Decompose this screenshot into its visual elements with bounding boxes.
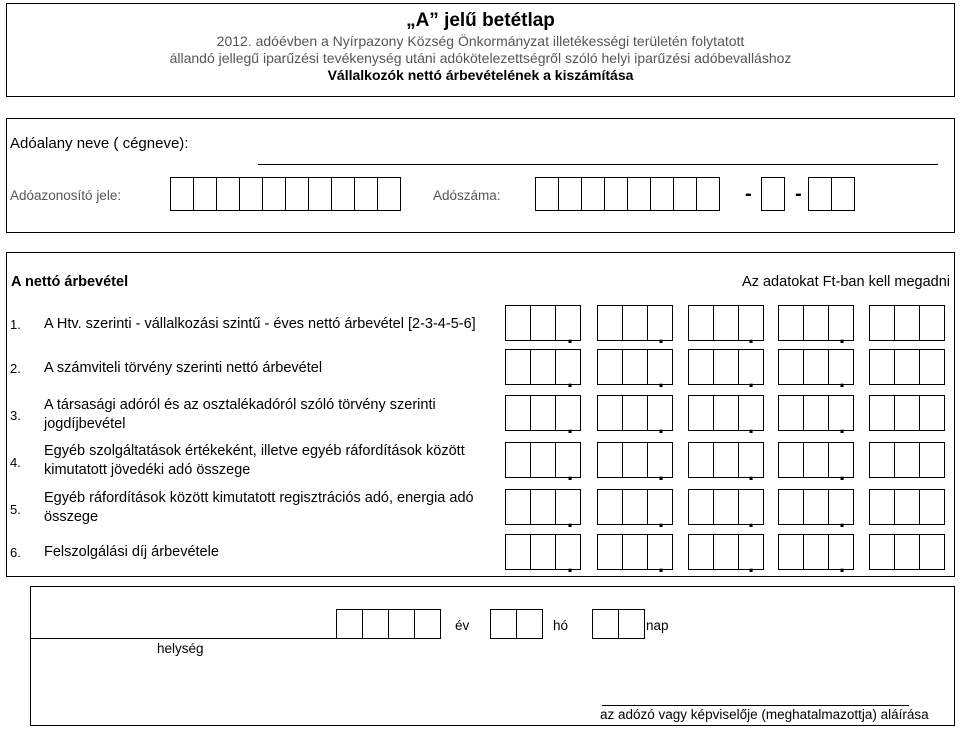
amount-digit-box[interactable] [803,305,829,341]
thousands-separator-dot: . [839,413,846,438]
amount-digit-box[interactable] [803,442,829,478]
amount-digit-box[interactable] [869,442,895,478]
tax-number-digit-box[interactable] [558,177,582,211]
amount-digit-box[interactable] [869,534,895,570]
tax-id-digit-box[interactable] [262,177,286,211]
amount-digit-box[interactable] [530,395,556,431]
signature-field[interactable] [602,705,909,706]
row-label: A számviteli törvény szerinti nettó árbevétel [44,360,323,376]
amount-digit-box[interactable] [713,442,739,478]
header-panel [6,3,955,97]
amount-digit-box[interactable] [505,395,531,431]
amount-digit-box[interactable] [803,349,829,385]
amount-digit-box[interactable] [622,534,648,570]
taxpayer-panel [6,118,955,233]
amount-digit-box[interactable] [778,489,804,525]
row-number: 5. [10,502,21,517]
amount-digit-box[interactable] [919,349,945,385]
row-label: A Htv. szerinti - vállalkozási szintű - éves nettó árbevétel [2-3-4-5-6] [44,316,476,332]
amount-digit-box[interactable] [778,305,804,341]
amount-digit-box[interactable] [597,534,623,570]
tax-number-dash-2: - [795,183,802,205]
thousands-separator-dot: . [748,323,755,348]
amount-digit-box[interactable] [713,489,739,525]
header-line-2: állandó jellegű iparűzési tevékenység utáni adókötelezettségről szóló helyi iparűzési adóbevalláshoz [169,50,792,66]
tax-id-digit-box[interactable] [193,177,217,211]
tax-number-digit-box[interactable] [673,177,697,211]
amount-digit-box[interactable] [869,489,895,525]
thousands-separator-dot: . [658,460,665,485]
thousands-separator-dot: . [567,552,574,577]
tax-id-digit-box[interactable] [308,177,332,211]
header-line-1: 2012. adóévben a Nyírpazony Község Önkormányzat illetékességi területén folytatott [216,33,745,49]
amount-digit-box[interactable] [778,395,804,431]
amount-digit-box[interactable] [894,349,920,385]
amount-digit-box[interactable] [803,534,829,570]
row-number: 4. [10,455,21,470]
year-digit-box[interactable] [336,609,363,639]
row-number: 3. [10,408,21,423]
amount-digit-box[interactable] [505,349,531,385]
thousands-separator-dot: . [839,323,846,348]
tax-id-digit-box[interactable] [354,177,378,211]
tax-number-digit-box[interactable] [831,177,855,211]
taxpayer-name-label: Adóalany neve ( cégneve): [10,135,189,152]
amount-digit-box[interactable] [688,305,714,341]
row-number: 1. [10,317,21,332]
thousands-separator-dot: . [748,460,755,485]
amount-digit-box[interactable] [688,395,714,431]
amount-digit-box[interactable] [803,489,829,525]
amount-digit-box[interactable] [622,349,648,385]
thousands-separator-dot: . [839,460,846,485]
month-label: hó [553,618,569,633]
amount-digit-box[interactable] [688,489,714,525]
tax-number-digit-box[interactable] [696,177,720,211]
year-digit-box[interactable] [362,609,389,639]
amount-digit-box[interactable] [894,534,920,570]
thousands-separator-dot: . [839,507,846,532]
tax-number-label: Adószáma: [433,188,501,203]
tax-id-digit-box[interactable] [170,177,194,211]
month-digit-box[interactable] [490,609,517,639]
amount-digit-box[interactable] [505,305,531,341]
amount-digit-box[interactable] [688,442,714,478]
amount-digit-box[interactable] [597,305,623,341]
amount-digit-box[interactable] [919,395,945,431]
row-label: Egyéb szolgáltatások értékeként, illetve egyéb ráfordítások között kimutatott jövedéki adó összege [44,443,465,478]
amount-digit-box[interactable] [597,442,623,478]
amount-digit-box[interactable] [622,489,648,525]
thousands-separator-dot: . [748,367,755,392]
amount-digit-box[interactable] [688,349,714,385]
thousands-separator-dot: . [839,552,846,577]
row-number: 2. [10,361,21,376]
tax-number-digit-box[interactable] [535,177,559,211]
tax-number-digit-box[interactable] [761,177,785,211]
amount-digit-box[interactable] [530,534,556,570]
tax-id-digit-box[interactable] [331,177,355,211]
thousands-separator-dot: . [567,323,574,348]
amount-digit-box[interactable] [713,349,739,385]
amount-digit-box[interactable] [713,534,739,570]
tax-id-digit-box[interactable] [377,177,401,211]
place-label: helység [157,641,204,656]
thousands-separator-dot: . [567,367,574,392]
amount-digit-box[interactable] [597,489,623,525]
amount-digit-box[interactable] [505,534,531,570]
thousands-separator-dot: . [658,367,665,392]
amount-digit-box[interactable] [919,489,945,525]
row-label: Egyéb ráfordítások között kimutatott regisztrációs adó, energia adó összege [44,490,474,525]
thousands-separator-dot: . [748,507,755,532]
amount-digit-box[interactable] [622,395,648,431]
revenue-panel [6,252,955,577]
amount-digit-box[interactable] [869,349,895,385]
amount-digit-box[interactable] [778,442,804,478]
revenue-heading: A nettó árbevétel [11,274,129,290]
day-digit-box[interactable] [592,609,619,639]
tax-number-digit-box[interactable] [650,177,674,211]
tax-id-digit-box[interactable] [216,177,240,211]
amount-digit-box[interactable] [919,305,945,341]
year-label: év [455,618,470,633]
amount-digit-box[interactable] [622,305,648,341]
amount-digit-box[interactable] [803,395,829,431]
year-digit-box[interactable] [414,609,441,639]
amount-digit-box[interactable] [894,489,920,525]
amount-digit-box[interactable] [713,305,739,341]
signature-panel [30,586,955,726]
amount-digit-box[interactable] [919,534,945,570]
thousands-separator-dot: . [748,413,755,438]
amount-digit-box[interactable] [597,349,623,385]
amount-digit-box[interactable] [869,305,895,341]
amount-digit-box[interactable] [530,442,556,478]
tax-number-digit-box[interactable] [808,177,832,211]
thousands-separator-dot: . [567,460,574,485]
tax-id-digit-box[interactable] [239,177,263,211]
thousands-separator-dot: . [658,323,665,348]
day-digit-box[interactable] [618,609,645,639]
thousands-separator-dot: . [658,507,665,532]
amount-digit-box[interactable] [622,442,648,478]
day-label: nap [646,618,669,633]
place-field[interactable] [31,638,337,639]
thousands-separator-dot: . [839,367,846,392]
amount-digit-box[interactable] [778,349,804,385]
year-digit-box[interactable] [388,609,415,639]
thousands-separator-dot: . [567,507,574,532]
row-label: A társasági adóról és az osztalékadóról szóló törvény szerinti jogdíjbevétel [44,397,436,432]
tax-id-digit-box[interactable] [285,177,309,211]
tax-number-digit-box[interactable] [581,177,605,211]
thousands-separator-dot: . [567,413,574,438]
amount-digit-box[interactable] [505,489,531,525]
row-label: Felszolgálási díj árbevétele [44,544,219,560]
row-number: 6. [10,545,21,560]
amount-digit-box[interactable] [530,305,556,341]
amount-digit-box[interactable] [894,442,920,478]
tax-number-digit-box[interactable] [604,177,628,211]
amount-digit-box[interactable] [778,534,804,570]
amount-digit-box[interactable] [894,395,920,431]
amount-digit-box[interactable] [530,349,556,385]
thousands-separator-dot: . [658,552,665,577]
form-title: „A” jelű betétlap [406,10,555,31]
amount-digit-box[interactable] [713,395,739,431]
thousands-separator-dot: . [748,552,755,577]
amount-digit-box[interactable] [530,489,556,525]
amount-digit-box[interactable] [894,305,920,341]
amount-digit-box[interactable] [869,395,895,431]
signature-label: az adózó vagy képviselője (meghatalmazottja) aláírása [600,707,929,722]
amount-digit-box[interactable] [505,442,531,478]
amount-digit-box[interactable] [688,534,714,570]
currency-note: Az adatokat Ft-ban kell megadni [742,274,950,290]
tax-number-digit-box[interactable] [627,177,651,211]
header-line-3: Vállalkozók nettó árbevételének a kiszámítása [327,67,634,83]
amount-digit-box[interactable] [919,442,945,478]
month-digit-box[interactable] [516,609,543,639]
taxpayer-name-field[interactable] [258,164,938,165]
amount-digit-box[interactable] [597,395,623,431]
tax-id-label: Adóazonosító jele: [10,188,122,203]
tax-number-dash-1: - [745,183,752,205]
thousands-separator-dot: . [658,413,665,438]
